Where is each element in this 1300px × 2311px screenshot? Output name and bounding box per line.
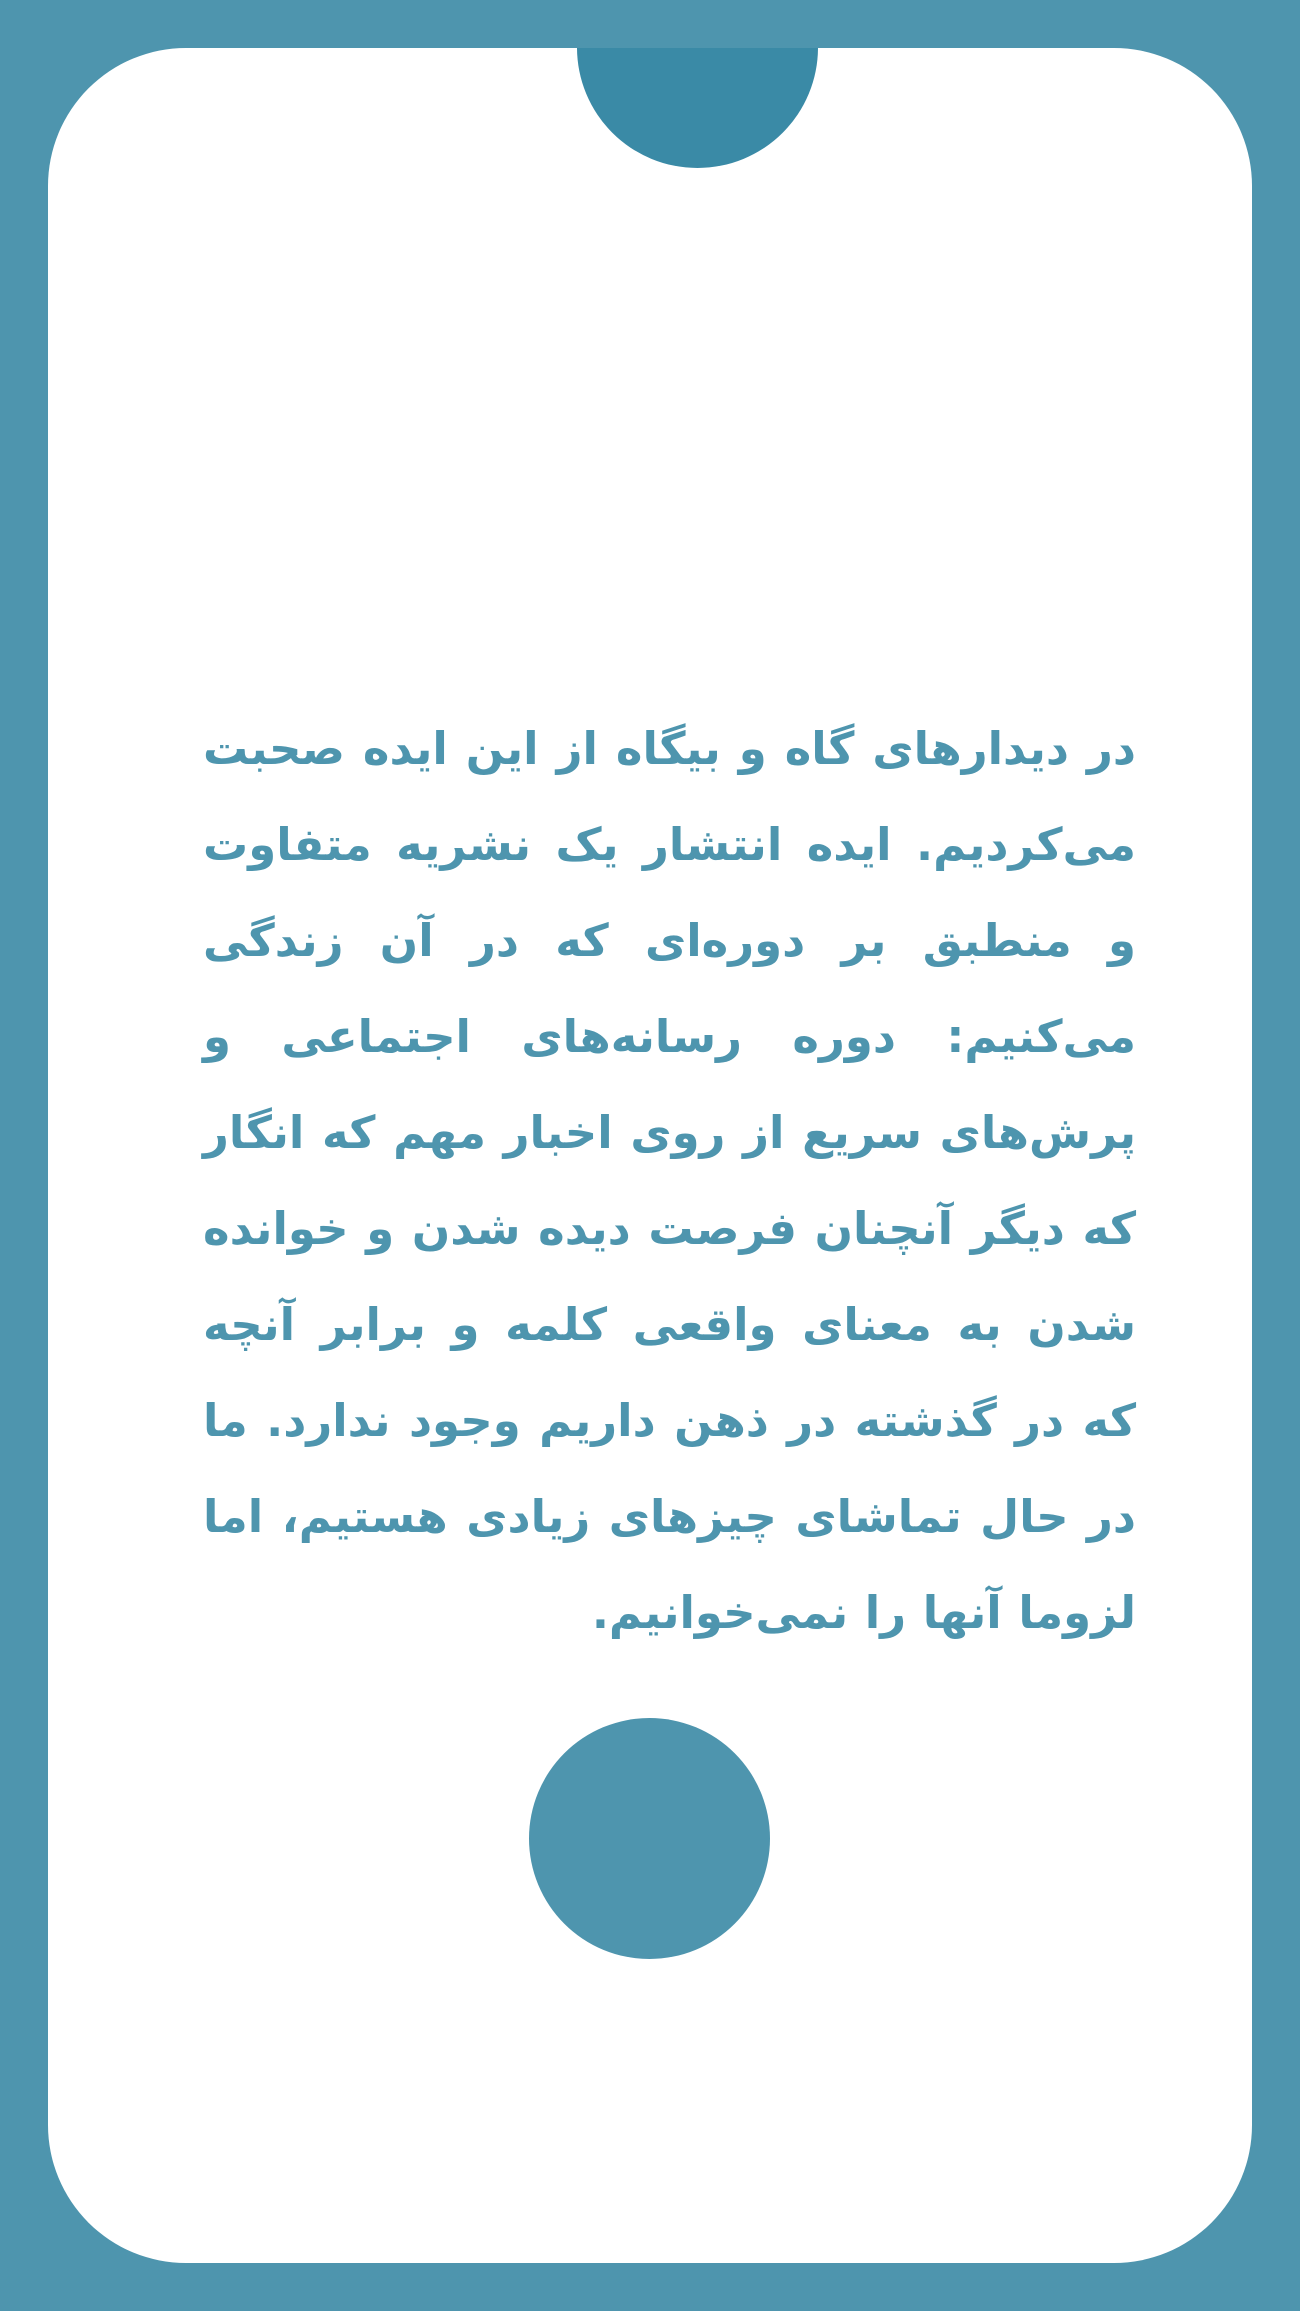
content-card <box>48 48 1252 2263</box>
top-notch-circle <box>577 48 818 168</box>
decorative-circle <box>529 1718 770 1959</box>
body-paragraph: در دیدارهای گاه و بیگاه از این ایده صحبت می‌کردیم. ایده انتشار یک نشریه متفاوت و منطبق بر دوره‌ای که در آن زندگی می‌کنیم: دوره رسانه‌های اجتماعی و پرش‌های سریع از روی اخبار مهم که انگار که دیگر آنچنان فرصت دیده شدن و خوانده شدن به معنای واقعی کلمه و برابر آنچه که در گذشته در ذهن داریم وجود ندارد. ما در حال تماشای چیزهای زیادی هستیم، اما لزوما آنها را نمی‌خوانیم. <box>203 722 1136 1639</box>
